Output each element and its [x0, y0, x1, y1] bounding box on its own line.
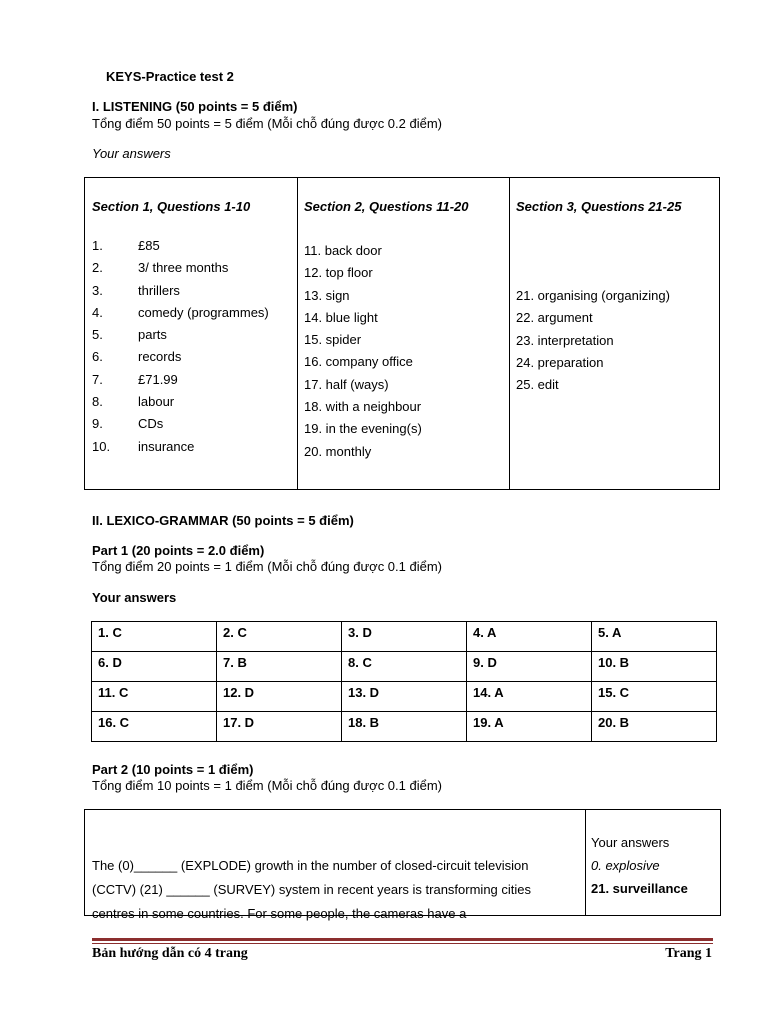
answer-number: 6. — [92, 349, 103, 365]
answer-cell: 15. C — [592, 682, 717, 712]
section-2-answer: 17. half (ways) — [304, 376, 389, 392]
answer-cell: 5. A — [592, 622, 717, 652]
footer-rule — [92, 938, 713, 941]
section-2-answer: 19. in the evening(s) — [304, 421, 422, 437]
table-row — [92, 682, 717, 712]
listening-heading: I. LISTENING (50 points = 5 điểm) — [92, 99, 298, 114]
section-1-answer — [92, 280, 269, 302]
section-2-answer-list — [304, 240, 422, 463]
section-3-answer: 22. argument — [516, 310, 593, 326]
answer-cell: 8. C — [342, 652, 467, 682]
answer-cell: 20. B — [592, 712, 717, 742]
answer-number: 2. — [92, 260, 103, 276]
answer-text: insurance — [138, 438, 195, 454]
listening-note: Tổng điểm 50 points = 5 điểm (Mỗi chỗ đúng được 0.2 điểm) — [92, 116, 442, 131]
section-3-column — [509, 178, 720, 489]
section-1-heading: Section 1, Questions 1-10 — [92, 199, 251, 214]
section-2-answer: 13. sign — [304, 287, 350, 303]
section-3-answer: 21. organising (organizing) — [516, 288, 670, 303]
section-2-answer: 20. monthly — [304, 443, 372, 459]
section-1-answer — [92, 369, 269, 391]
answer-number: 3. — [92, 282, 103, 298]
answer-cell: 18. B — [342, 712, 467, 742]
section-1-column — [85, 178, 298, 489]
answer-cell: 1. C — [92, 622, 217, 652]
section-2-answer: 11. back door — [304, 243, 382, 258]
section-1-answer — [92, 436, 269, 458]
section-2-column — [297, 178, 510, 489]
part1-answer-table — [91, 621, 717, 742]
part1-note: Tổng điểm 20 points = 1 điểm (Mỗi chỗ đúng được 0.1 điểm) — [92, 559, 442, 574]
passage-line: (CCTV) (21) ______ (SURVEY) system in recent years is transforming cities — [92, 882, 532, 897]
part2-answers-cell — [591, 831, 688, 900]
section-1-answer — [92, 257, 269, 279]
answer-cell: 7. B — [217, 652, 342, 682]
section-1-answer — [92, 346, 269, 368]
section-2-answer: 15. spider — [304, 332, 362, 348]
part1-heading: Part 1 (20 points = 2.0 điểm) — [92, 543, 265, 558]
answer-cell: 12. D — [217, 682, 342, 712]
answer-text: comedy (programmes) — [138, 304, 269, 320]
passage-line: The (0)______ (EXPLODE) growth in the number of closed-circuit television — [92, 858, 529, 873]
answer-cell: 4. A — [467, 622, 592, 652]
answer-cell: 16. C — [92, 712, 217, 742]
answer-cell: 6. D — [92, 652, 217, 682]
section-3-answer: 24. preparation — [516, 354, 604, 370]
answer-text: £71.99 — [138, 371, 178, 387]
answer-number: 5. — [92, 327, 103, 343]
table-row — [92, 622, 717, 652]
answer-cell: 9. D — [467, 652, 592, 682]
document-title: KEYS-Practice test 2 — [106, 69, 234, 84]
section-1-answer-list — [92, 235, 269, 458]
section-3-answer: 25. edit — [516, 377, 559, 393]
answer-text: £85 — [138, 238, 160, 253]
part2-answer-21: 21. surveillance — [591, 881, 688, 896]
answer-text: parts — [138, 327, 167, 343]
listening-answer-table — [84, 177, 720, 490]
answer-cell: 2. C — [217, 622, 342, 652]
answer-number: 10. — [92, 438, 111, 454]
section-2-answer: 16. company office — [304, 354, 413, 370]
answer-cell: 10. B — [592, 652, 717, 682]
lexico-heading: II. LEXICO-GRAMMAR (50 points = 5 điểm) — [92, 513, 354, 528]
answer-text: CDs — [138, 416, 164, 432]
section-2-answer: 18. with a neighbour — [304, 399, 422, 415]
answer-cell: 19. A — [467, 712, 592, 742]
answer-cell: 14. A — [467, 682, 592, 712]
section-2-heading: Section 2, Questions 11-20 — [304, 199, 469, 214]
answer-text: thrillers — [138, 282, 180, 298]
footer-rule-thin — [92, 943, 713, 944]
section-2-answer: 12. top floor — [304, 265, 373, 281]
part2-example-answer: 0. explosive — [591, 858, 660, 873]
answer-number: 1. — [92, 238, 103, 253]
answer-cell: 17. D — [217, 712, 342, 742]
answer-cell: 11. C — [92, 682, 217, 712]
footer-left: Bản hướng dẫn có 4 trang — [92, 946, 248, 961]
table-row — [92, 652, 717, 682]
part2-passage-cell — [85, 810, 586, 921]
answer-text: labour — [138, 394, 175, 410]
part2-answer-table — [84, 809, 721, 921]
table-row — [92, 712, 717, 742]
section-3-answer: 23. interpretation — [516, 332, 614, 348]
section-1-answer — [92, 324, 269, 346]
part2-passage — [92, 854, 582, 926]
answer-text: 3/ three months — [138, 260, 229, 276]
section-1-answer — [92, 302, 269, 324]
answer-cell: 3. D — [342, 622, 467, 652]
section-3-answer-list — [516, 285, 670, 396]
answer-number: 7. — [92, 371, 103, 387]
footer-page-number: Trang 1 — [665, 946, 712, 961]
part2-answers-label: Your answers — [591, 835, 670, 850]
section-1-answer — [92, 413, 269, 435]
answer-text: records — [138, 349, 182, 365]
section-2-answer: 14. blue light — [304, 309, 378, 325]
part1-your-answers: Your answers — [92, 590, 177, 605]
listening-your-answers: Your answers — [92, 146, 171, 161]
answer-number: 4. — [92, 304, 103, 320]
section-1-answer — [92, 391, 269, 413]
passage-line: centres in some countries. For some people, the cameras have a — [92, 906, 467, 921]
part2-note: Tổng điểm 10 points = 1 điểm (Mỗi chỗ đúng được 0.1 điểm) — [92, 778, 442, 793]
answer-number: 9. — [92, 416, 103, 432]
answer-cell: 13. D — [342, 682, 467, 712]
section-3-heading: Section 3, Questions 21-25 — [516, 199, 682, 214]
part2-heading: Part 2 (10 points = 1 điểm) — [92, 762, 254, 777]
section-1-answer — [92, 235, 269, 257]
answer-number: 8. — [92, 394, 103, 410]
